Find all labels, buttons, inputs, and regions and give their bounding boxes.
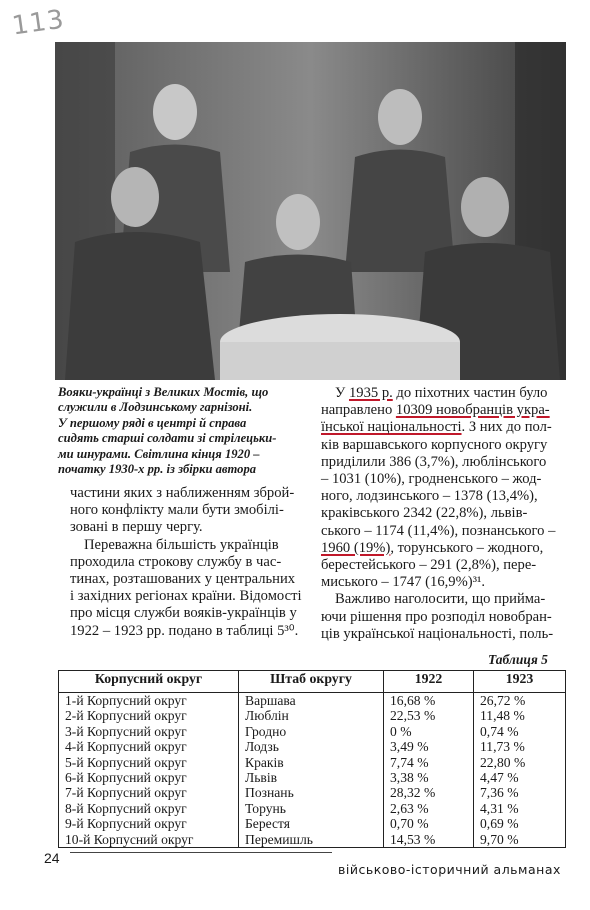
table-header-row (59, 671, 566, 693)
text-line: Важливо наголосити, що прийма- (335, 591, 546, 608)
text-line (321, 385, 566, 402)
column-header: Корпусний округ (59, 671, 239, 693)
table-cell: Львів (239, 770, 384, 785)
underlined-text: їнської національності (321, 419, 462, 436)
text-line: 1922 – 1923 рр. подано в таблиці 5³⁰. (70, 622, 299, 639)
text-line: приділили 386 (3,7%), люблінського (321, 453, 547, 470)
caption-line: сидять старші солдати зі стрілецьки- (58, 431, 277, 446)
table-cell: 11,73 % (474, 739, 566, 754)
table-cell: 7,36 % (474, 785, 566, 800)
table-cell: 0 % (384, 724, 474, 739)
text-line (321, 419, 566, 436)
footer-title: військово-історичний альманах (338, 862, 561, 877)
text-line: ського – 1174 (11,4%), познанського – (321, 522, 556, 539)
table-cell: Люблін (239, 708, 384, 723)
table-cell: 5-й Корпусний округ (59, 755, 239, 770)
table-cell: 14,53 % (384, 832, 474, 848)
text-line: зовані в першу чергу. (70, 519, 203, 536)
table-cell: 10-й Корпусний округ (59, 832, 239, 848)
table-row (59, 770, 566, 785)
table-row (59, 785, 566, 800)
table-row (59, 832, 566, 848)
text-line: берестейського – 291 (2,8%), пере- (321, 557, 537, 574)
left-text-column (70, 485, 310, 640)
right-text-column (321, 385, 566, 643)
text-line: миського – 1747 (16,9%)³¹. (321, 574, 485, 591)
underlined-text: 10309 новобранців укра- (395, 402, 550, 419)
text-span: , торунського – жодного, (390, 539, 544, 556)
caption-line: початку 1930-х рр. із збірки автора (58, 462, 257, 477)
table-cell: Гродно (239, 724, 384, 739)
table-row (59, 724, 566, 739)
table-cell: Берестя (239, 816, 384, 831)
table-row (59, 708, 566, 723)
table-cell: 2,63 % (384, 801, 474, 816)
column-header: Штаб округу (239, 671, 384, 693)
table-cell: 22,80 % (474, 755, 566, 770)
table-cell: 8-й Корпусний округ (59, 801, 239, 816)
table-cell: 3,49 % (384, 739, 474, 754)
caption-line: У першому ряді в центрі й справа (58, 415, 247, 430)
column-header: 1922 (384, 671, 474, 693)
table-cell: Лодзь (239, 739, 384, 754)
table-cell: 0,70 % (384, 816, 474, 831)
caption-line: Вояки-українці з Великих Мостів, що (58, 385, 269, 399)
text-line: Переважна більшість українців (84, 536, 279, 553)
table-cell: Варшава (239, 693, 384, 709)
text-span: до піхотних частин було (392, 385, 548, 401)
text-span: направлено (321, 402, 396, 419)
soldiers-photo (55, 42, 566, 380)
text-span: . З них до пол- (461, 419, 552, 436)
table-cell: Перемишль (239, 832, 384, 848)
table-cell: 4,31 % (474, 801, 566, 816)
page-number: 24 (44, 850, 60, 866)
table-row (59, 801, 566, 816)
underlined-text: 1935 р. (348, 385, 393, 401)
footer-rule (70, 852, 332, 853)
table-cell: 1-й Корпусний округ (59, 693, 239, 709)
corps-districts-table (58, 670, 566, 848)
table-row (59, 739, 566, 754)
text-line: частини яких з наближенням зброй- (70, 485, 295, 501)
table-cell: 3-й Корпусний округ (59, 724, 239, 739)
text-line: і західних регіонах країни. Відомості (70, 588, 302, 605)
text-span: У (335, 385, 349, 401)
text-line: ного, лодзинського – 1378 (13,4%), (321, 488, 538, 505)
handwritten-page-number: 113 (10, 4, 67, 42)
photo-caption (58, 385, 308, 477)
table-cell: 28,32 % (384, 785, 474, 800)
table-cell: Краків (239, 755, 384, 770)
text-line: – 1031 (10%), гродненського – жод- (321, 471, 542, 488)
caption-line: служили в Лодзинському гарнізоні. (58, 400, 253, 415)
table-caption: Таблиця 5 (488, 652, 548, 667)
table-cell: 4,47 % (474, 770, 566, 785)
table-cell: Торунь (239, 801, 384, 816)
text-line (321, 540, 566, 557)
table-cell: 3,38 % (384, 770, 474, 785)
table-cell: 26,72 % (474, 693, 566, 709)
soldiers-photo-image (55, 42, 566, 380)
text-line: тинах, розташованих у центральних (70, 571, 296, 588)
text-line: проходила строкову службу в час- (70, 553, 282, 570)
table-cell: 4-й Корпусний округ (59, 739, 239, 754)
underlined-text: 1960 (19%) (321, 539, 391, 556)
table-cell: Познань (239, 785, 384, 800)
table-row (59, 693, 566, 709)
text-line: ців української національності, поль- (321, 625, 554, 642)
text-line (321, 402, 566, 419)
text-line: ного конфлікту мали бути змобілі- (70, 502, 284, 519)
table-cell: 0,69 % (474, 816, 566, 831)
table-cell: 22,53 % (384, 708, 474, 723)
table-cell: 11,48 % (474, 708, 566, 723)
text-line: ків варшавського корпусного округу (321, 436, 548, 453)
table-cell: 0,74 % (474, 724, 566, 739)
table-cell: 9-й Корпусний округ (59, 816, 239, 831)
text-line: краківського 2342 (22,8%), львів- (321, 505, 528, 522)
table-cell: 16,68 % (384, 693, 474, 709)
table-row (59, 816, 566, 831)
table-cell: 6-й Корпусний округ (59, 770, 239, 785)
table-row (59, 755, 566, 770)
table-cell: 7,74 % (384, 755, 474, 770)
column-header: 1923 (474, 671, 566, 693)
text-line: ючи рішення про розподіл новобран- (321, 608, 552, 625)
table-cell: 9,70 % (474, 832, 566, 848)
table-cell: 2-й Корпусний округ (59, 708, 239, 723)
caption-line: ми шнурами. Світлина кінця 1920 – (58, 446, 260, 461)
table-cell: 7-й Корпусний округ (59, 785, 239, 800)
text-line: про місця служби вояків-українців у (70, 605, 297, 622)
